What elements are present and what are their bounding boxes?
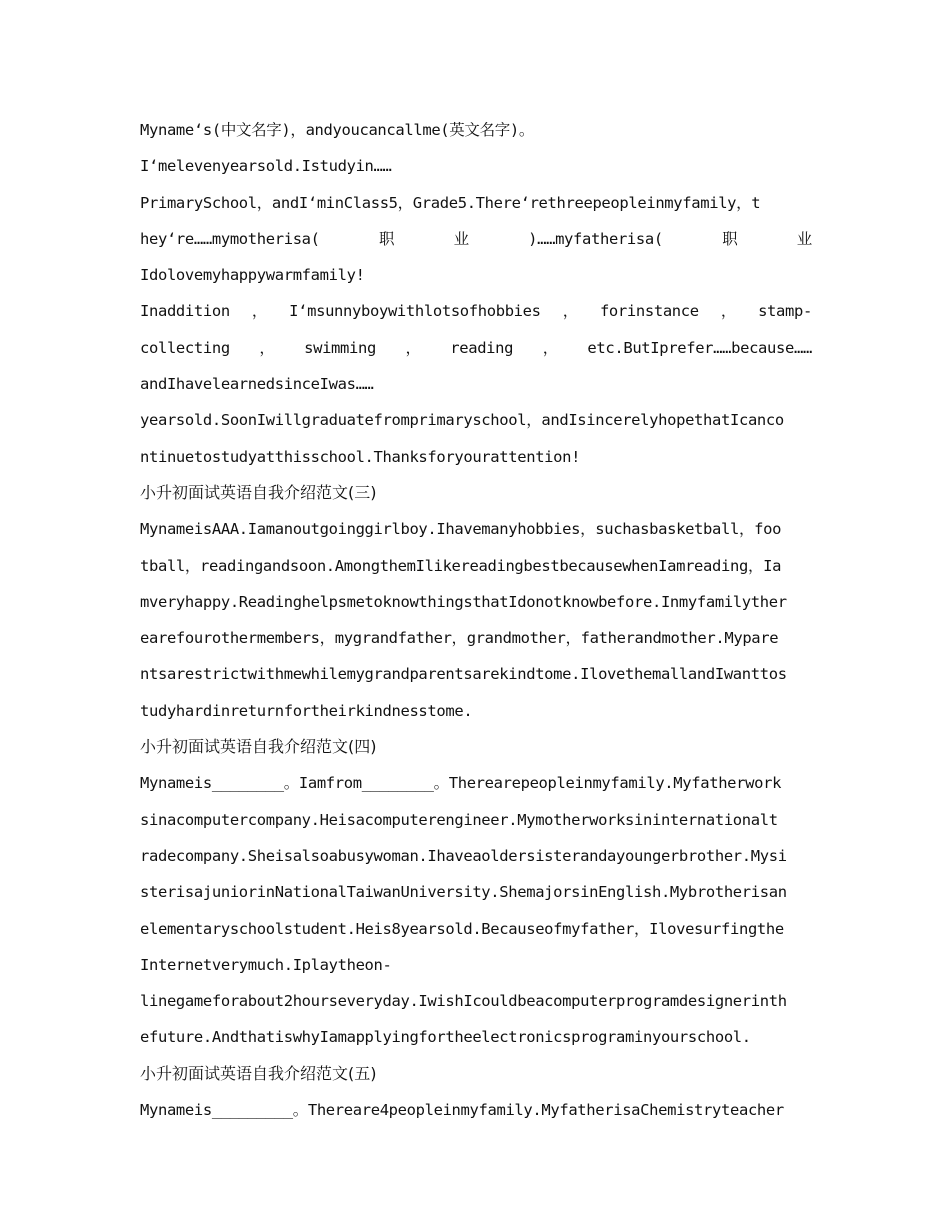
text-line: ntinuetostudyatthisschool.Thanksforyourattention!	[140, 447, 581, 466]
text-line: tball，readingandsoon.AmongthemIlikereadingbestbecausewhenIamreading，Ia	[140, 556, 782, 575]
section-heading: 小升初面试英语自我介绍范文(四)	[140, 737, 377, 757]
text-line: Internetverymuch.Iplaytheon-	[140, 955, 392, 974]
text-segment: ，	[259, 338, 275, 357]
text-segment: 职	[379, 229, 395, 248]
text-segment: etc.ButIprefer……because……	[587, 338, 812, 357]
text-segment: 业	[453, 229, 469, 248]
text-segment: I‘msunnyboywithlotsofhobbies	[289, 302, 541, 321]
text-segment: swimming	[304, 338, 376, 357]
text-segment: ，	[405, 338, 421, 357]
text-line: Mynameis_________。Thereare4peopleinmyfamily.MyfatherisaChemistryteacher	[140, 1101, 784, 1120]
text-segment: reading	[450, 338, 514, 357]
text-segment: ，	[251, 302, 268, 321]
text-segment: Inaddition	[140, 302, 230, 321]
text-segment: stamp-	[758, 302, 812, 321]
text-line: tudyhardinreturnfortheirkindnesstome.	[140, 701, 473, 720]
text-line: yearsold.SoonIwillgraduatefromprimaryschool，andIsincerelyhopethatIcanco	[140, 411, 784, 430]
text-segment: ，	[562, 302, 578, 321]
text-line: Idolovemyhappywarmfamily!	[140, 266, 365, 285]
text-line	[140, 221, 812, 257]
text-segment: hey‘re……mymotherisa(	[140, 229, 320, 248]
text-line: earefourothermembers，mygrandfather，grandmother，fatherandmother.Mypare	[140, 629, 779, 648]
text-line: ntsarestrictwithmewhilemygrandparentsarekindtome.IlovethemallandIwanttos	[140, 665, 787, 684]
text-line: Myname‘s(中文名字)，andyoucancallme(英文名字)。	[140, 121, 535, 139]
text-line: efuture.AndthatiswhyIamapplyingfortheelectronicsprograminyourschool.	[140, 1028, 751, 1047]
text-segment: ，	[542, 338, 558, 357]
text-line: MynameisAAA.Iamanoutgoinggirlboy.Ihavemanyhobbies，suchasbasketball，foo	[140, 520, 782, 539]
document-page	[140, 112, 812, 1128]
text-line: Mynameis________。Iamfrom________。Therearepeopleinmyfamily.Myfatherwork	[140, 774, 782, 793]
section-heading: 小升初面试英语自我介绍范文(五)	[140, 1063, 377, 1083]
text-line: mveryhappy.ReadinghelpsmetoknowthingsthatIdonotknowbefore.Inmyfamilyther	[140, 592, 787, 611]
text-line	[140, 330, 812, 366]
section-heading: 小升初面试英语自我介绍范文(三)	[140, 482, 377, 502]
text-line: andIhavelearnedsinceIwas……	[140, 375, 374, 394]
text-segment: ，	[720, 302, 736, 321]
text-line: PrimarySchool，andI‘minClass5，Grade5.There‘rethreepeopleinmyfamily，t	[140, 193, 761, 212]
text-line: linegameforabout2hourseveryday.IwishIcouldbeacomputerprogramdesignerinth	[140, 992, 787, 1011]
text-line	[140, 293, 812, 329]
text-segment: )……myfatherisa(	[528, 229, 663, 248]
text-segment: forinstance	[599, 302, 699, 321]
text-segment: collecting	[140, 338, 230, 357]
text-segment: 职	[722, 229, 738, 248]
text-line: sinacomputercompany.Heisacomputerengineer.Mymotherworksininternationalt	[140, 810, 778, 829]
text-line: sterisajuniorinNationalTaiwanUniversity.ShemajorsinEnglish.Mybrotherisan	[140, 883, 787, 902]
text-segment: 业	[796, 229, 812, 248]
text-line: elementaryschoolstudent.Heis8yearsold.Becauseofmyfather，Ilovesurfingthe	[140, 919, 784, 938]
text-line: radecompany.Sheisalsoabusywoman.Ihaveaoldersisterandayoungerbrother.Mysi	[140, 846, 787, 865]
text-line: I‘melevenyearsold.Istudyin……	[140, 157, 392, 176]
